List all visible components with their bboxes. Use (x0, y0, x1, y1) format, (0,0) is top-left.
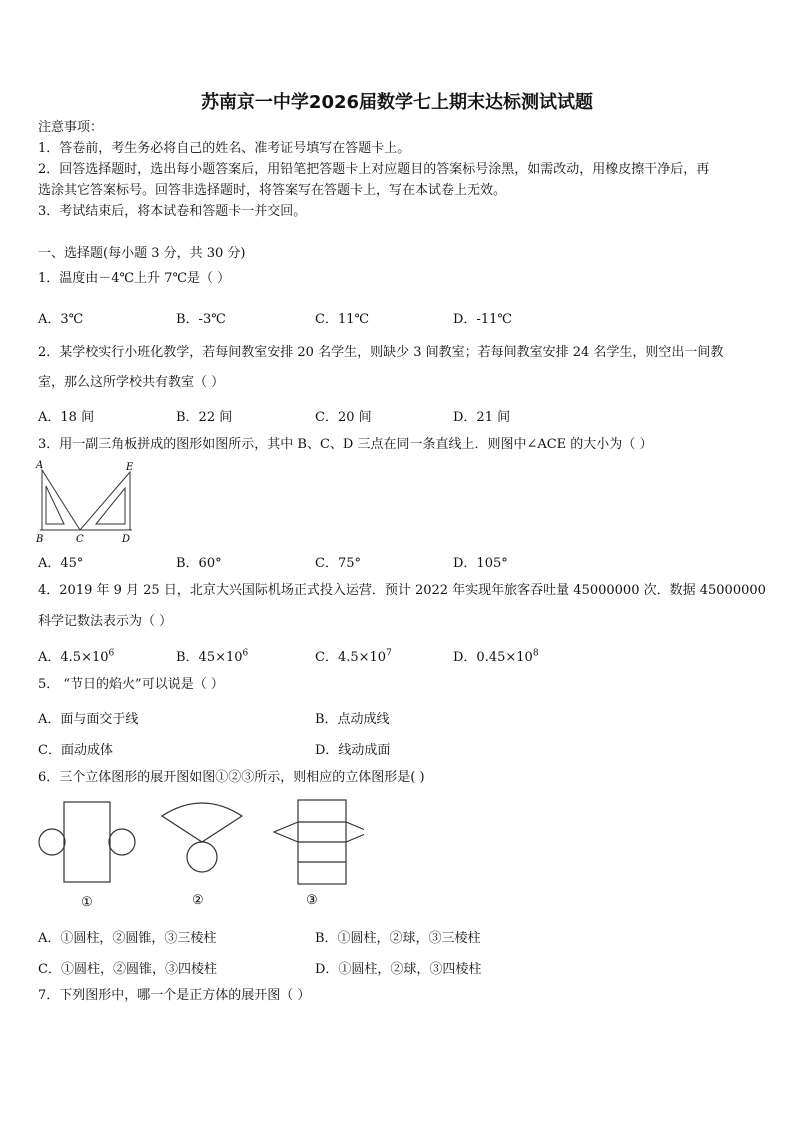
fig-label-c: C (76, 534, 84, 544)
q6-option-b: B．①圆柱，②球，③三棱柱 (315, 931, 481, 946)
q2-option-a: A．18 间 (38, 410, 95, 425)
q3-option-c: C．75° (315, 556, 361, 571)
q3-option-d: D．105° (453, 556, 508, 571)
fig-label-b: B (36, 534, 44, 544)
q1-option-d: D．-11℃ (453, 312, 512, 327)
q4-option-d: D．$0.45\times 10^8$ (453, 648, 539, 665)
notice-item-2-cont: 选涂其它答案标号。回答非选择题时，将答案写在答题卡上，写在本试卷上无效。 (38, 183, 507, 198)
fig-label-e: E (126, 462, 134, 473)
q5-option-a: A．面与面交于线 (38, 712, 139, 727)
q1-option-a: A．3℃ (38, 312, 84, 327)
notice-item-3: 3．考试结束后，将本试卷和答题卡一并交回。 (38, 204, 307, 219)
question-2-stem-cont: 室，那么这所学校共有教室（ ） (38, 375, 225, 390)
triangle-figure (34, 458, 144, 544)
q5-option-c: C．面动成体 (38, 743, 113, 758)
question-5-stem: 5． “节日的焰火”可以说是（ ） (38, 677, 224, 692)
section-heading: 一、选择题(每小题 3 分，共 30 分) (38, 246, 246, 261)
fig-label-1: ① (81, 895, 93, 910)
notice-item-1: 1．答卷前，考生务必将自己的姓名、准考证号填写在答题卡上。 (38, 141, 411, 156)
q3-option-a: A．45° (38, 556, 84, 571)
q3-option-b: B．60° (176, 556, 222, 571)
q5-option-b: B．点动成线 (315, 712, 390, 727)
question-3-stem: 3．用一副三角板拼成的图形如图所示，其中 B、C、D 三点在同一条直线上．则图中∠ACE 的大小为（ ） (38, 437, 653, 452)
fig-label-d: D (122, 534, 131, 544)
question-1-stem: 1．温度由－4℃上升 7℃是（ ） (38, 271, 231, 286)
question-7-stem: 7．下列图形中，哪一个是正方体的展开图（ ） (38, 988, 311, 1003)
fig-label-a: A (36, 460, 44, 471)
q2-option-b: B．22 间 (176, 410, 233, 425)
question-4-stem: 4．2019 年 9 月 25 日，北京大兴国际机场正式投入运营．预计 2022 年实现年旅客吞吐量 45000000 次．数据 45000000 (38, 583, 766, 598)
q6-option-c: C．①圆柱，②圆锥，③四棱柱 (38, 962, 217, 977)
nets-figure (34, 792, 364, 914)
q1-option-b: B．-3℃ (176, 312, 226, 327)
q5-option-d: D．线动成面 (315, 743, 391, 758)
q6-option-d: D．①圆柱，②球，③四棱柱 (315, 962, 482, 977)
question-4-stem-cont: 科学记数法表示为（ ） (38, 614, 173, 629)
q4-option-a: A．$4.5\times 10^6$ (38, 648, 115, 665)
q6-option-a: A．①圆柱，②圆锥，③三棱柱 (38, 931, 217, 946)
q2-option-c: C．20 间 (315, 410, 372, 425)
page-title: 苏南京一中学2026届数学七上期末达标测试试题 (200, 92, 594, 113)
fig-label-2: ② (192, 893, 204, 908)
question-2-stem: 2．某学校实行小班化教学，若每间教室安排 20 名学生，则缺少 3 间教室；若每间教室安排 24 名学生，则空出一间教 (38, 345, 724, 360)
question-6-stem: 6．三个立体图形的展开图如图①②③所示，则相应的立体图形是( ) (38, 770, 425, 785)
q2-option-d: D．21 间 (453, 410, 511, 425)
notice-item-2: 2．回答选择题时，选出每小题答案后，用铅笔把答题卡上对应题目的答案标号涂黑，如需改动，用橡皮擦干净后，再 (38, 162, 710, 177)
notice-heading: 注意事项： (38, 120, 104, 135)
fig-label-3: ③ (306, 893, 318, 908)
q1-option-c: C．11℃ (315, 312, 370, 327)
q4-option-b: B．$45\times 10^6$ (176, 648, 249, 665)
q4-option-c: C．$4.5\times 10^7$ (315, 648, 392, 665)
